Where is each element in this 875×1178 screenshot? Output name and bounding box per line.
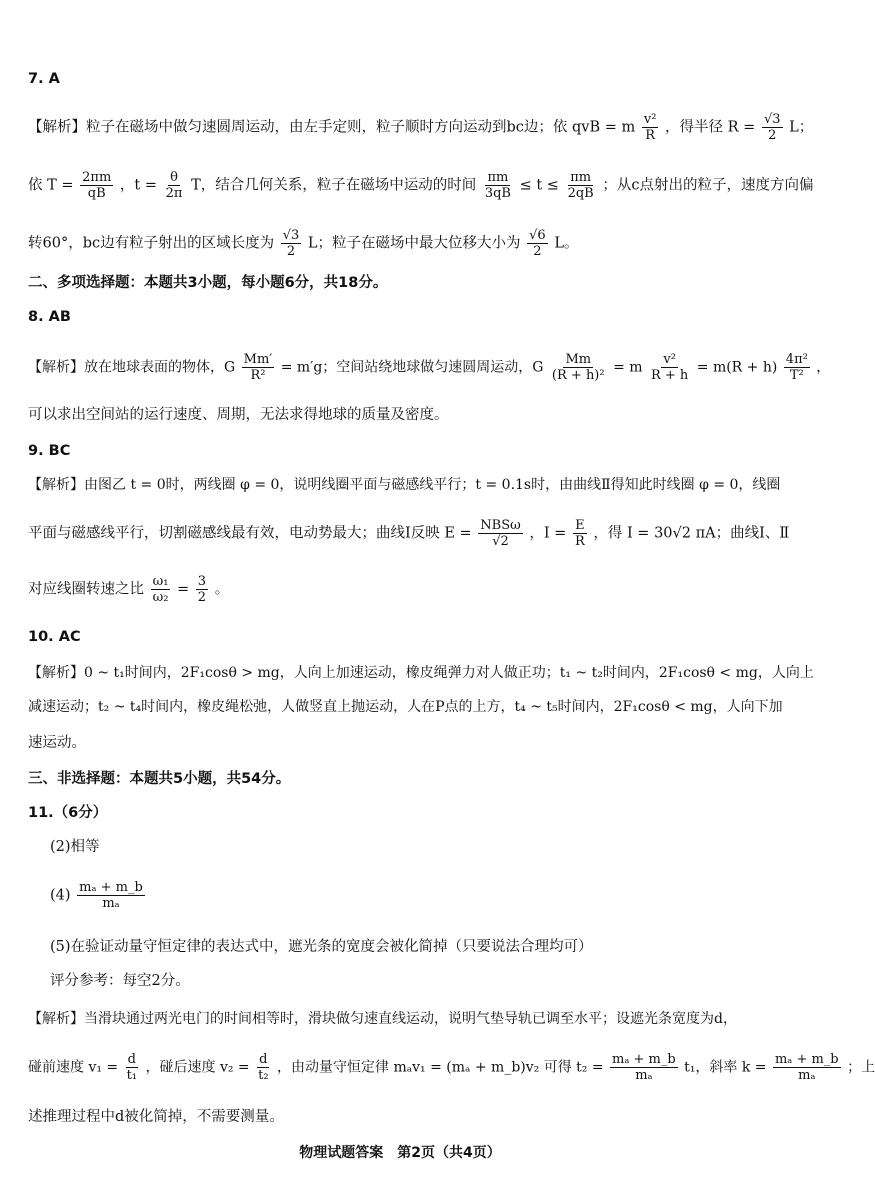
q7-line1 (28, 112, 814, 143)
q11-answer-5: (5)在验证动量守恒定律的表达式中，遮光条的宽度会被化简掉（只要说法合理均可） (50, 939, 593, 955)
q9-head: 9. BC (28, 443, 71, 459)
q10-line1: 【解析】0 ~ t₁时间内，2F₁cosθ > mg，人向上加速运动，橡皮绳弹力对人做正功；t₁ ~ t₂时间内，2F₁cosθ < mg，人向上 (28, 665, 814, 681)
page-footer: 物理试题答案 第2页（共4页） (299, 1145, 501, 1161)
q10-line3: 速运动。 (28, 735, 86, 751)
q9-line1: 【解析】由图乙 t = 0时，两线圈 φ = 0，说明线圈平面与磁感线平行；t = 0.1s时，由曲线Ⅱ得知此时线圈 φ = 0，线圈 (28, 477, 781, 493)
q10-line2: 减速运动；t₂ ~ t₄时间内，橡皮绳松弛，人做竖直上抛运动，人在P点的上方，t₄ ~ t₅时间内，2F₁cosθ < mg，人向下加 (28, 699, 783, 715)
text: ，得半径 R = (665, 119, 756, 136)
q11-score: 评分参考：每空2分。 (50, 973, 190, 989)
q11-line3: 述推理过程中d被化简掉，不需要测量。 (28, 1109, 284, 1125)
text: L； (789, 119, 814, 136)
q11-answer-4: (4) $\frac{\text{mₐ + m\_b}}{\text{mₐ}}$ (50, 880, 143, 911)
q8-head: 8. AB (28, 309, 71, 325)
fraction: $\frac{√3}{2}$ (763, 112, 781, 143)
q10-head: 10. AC (28, 629, 81, 645)
q7-line2: 依 T = $\frac{2\pi m}{qB}$ ，t = $\frac{\theta}{2\pi}$ T，结合几何关系，粒子在磁场中运动的时间 $\frac{\pi m}{3qB}$ ≤ t ≤ $\frac{\pi m}{2qB}$ ；从c点射出的粒子，速度方向偏 (28, 170, 814, 201)
q8-line2: 可以求出空间站的运行速度、周期，无法求得地球的质量及密度。 (28, 407, 449, 423)
fraction: $\frac{\text{v²}}{R}$ (643, 112, 657, 143)
q9-line3: 对应线圈转速之比 $\frac{\text{ω₁}}{\text{ω₂}}$ = $\frac{3}{2}$ 。 (28, 574, 230, 605)
section-2-heading: 二、多项选择题：本题共3小题，每小题6分，共18分。 (28, 275, 388, 291)
q11-line1: 【解析】当滑块通过两光电门的时间相等时，滑块做匀速直线运动，说明气垫导轨已调至水平；设遮光条宽度为d， (28, 1011, 737, 1027)
q7-head: 7. A (28, 71, 60, 87)
q7-line3: 转60°，bc边有粒子射出的区域长度为 $\frac{√3}{2}$ L；粒子在磁场中最大位移大小为 $\frac{√6}{2}$ L。 (28, 228, 579, 259)
text: 【解析】粒子在磁场中做匀速圆周运动，由左手定则，粒子顺时方向运动到bc边；依 qvB = m (28, 119, 636, 136)
q11-answer-2: (2)相等 (50, 839, 100, 855)
q9-line2: 平面与磁感线平行，切割磁感线最有效，电动势最大；曲线Ⅰ反映 E = $\frac{\text{NBSω}}{√2}$ ，I = $\frac{E}{R}$ ，得 I = 30√2 πA；曲线Ⅰ、Ⅱ (28, 518, 790, 549)
q8-line1: 【解析】放在地球表面的物体，G $\frac{Mm'}{\text{R²}}$ = m′g；空间站绕地球做匀速圆周运动，G $\frac{Mm}{\text{(R + h)²}}$ = m $\frac{\text{v²}}{R + h}$ = m(R + h) $\frac{\text{4π²}}{\text{T²}}$ ， (28, 352, 831, 383)
q11-head: 11.（6分） (28, 805, 108, 821)
section-3-heading: 三、非选择题：本题共5小题，共54分。 (28, 771, 291, 787)
q11-line2: 碰前速度 v₁ = $\frac{d}{\text{t₁}}$ ，碰后速度 v₂ = $\frac{d}{\text{t₂}}$ ，由动量守恒定律 mₐv₁ = (mₐ + m_b)v₂ 可得 t₂ = $\frac{\text{mₐ + m\_b}}{\text{mₐ}}$ t₁，斜率 k = $\frac{\text{mₐ + m\_b}}{\text{mₐ}}$ ；上 (28, 1052, 875, 1083)
